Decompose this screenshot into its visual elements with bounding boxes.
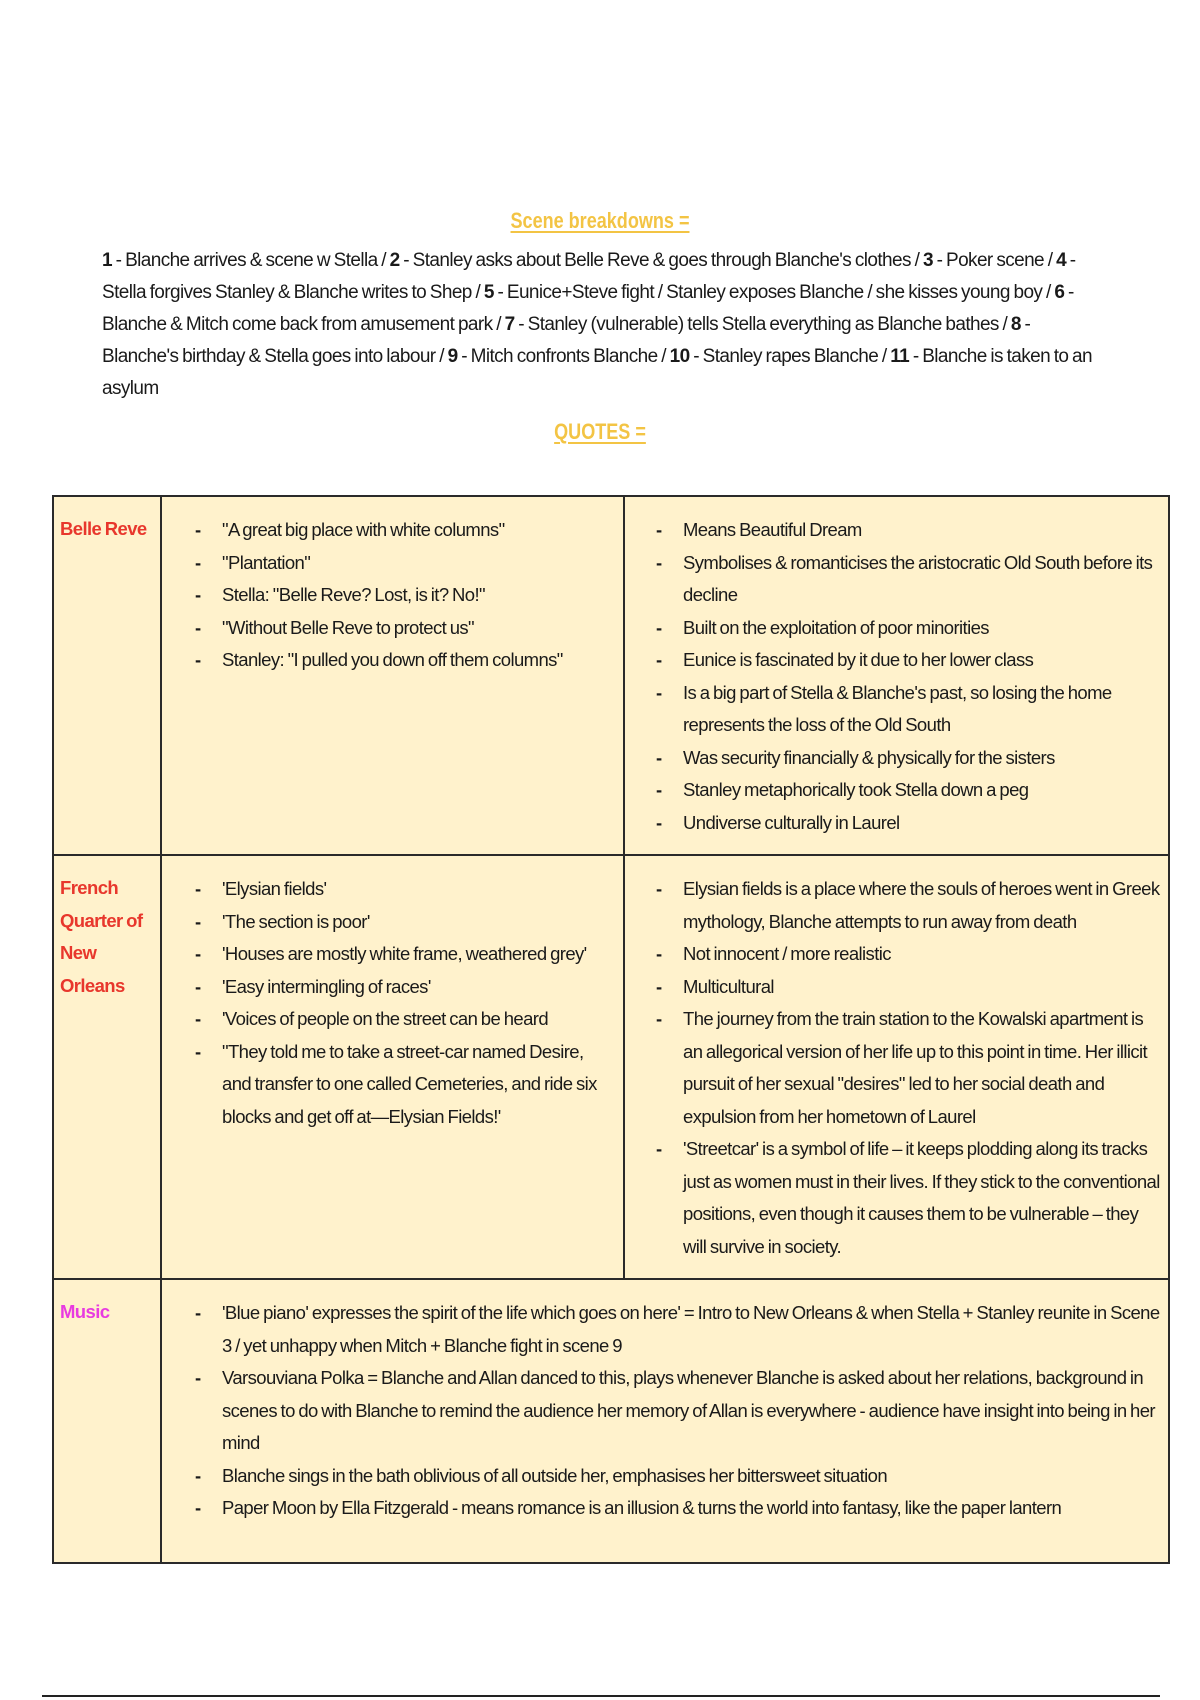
list-item: - Built on the exploitation of poor minorities <box>626 612 1161 645</box>
notes-cell <box>161 1279 1169 1563</box>
list-item: - Was security financially & physically for the sisters <box>626 742 1161 775</box>
list-item: - Blanche sings in the bath oblivious of all outside her, emphasises her bittersweet situation <box>163 1460 1161 1493</box>
scene-text: Stanley (vulnerable) tells Stella everything as Blanche bathes <box>527 314 999 335</box>
list-item: - Undiverse culturally in Laurel <box>626 807 1161 840</box>
scene-text: Blanche arrives & scene w Stella <box>125 250 378 271</box>
scene-number: 10 <box>669 346 690 367</box>
list-item: - Eunice is fascinated by it due to her lower class <box>626 644 1161 677</box>
list-item: - Varsouviana Polka = Blanche and Allan danced to this, plays whenever Blanche is asked about her relations, background in scenes to do with Blanche to remind the audience her memory of Allan is everywhere - audience have insight into being in her mind <box>163 1362 1161 1460</box>
table-row-belle-reve <box>53 496 1169 855</box>
list-item: - Is a big part of Stella & Blanche's past, so losing the home represents the loss of the Old South <box>626 677 1161 742</box>
scene-text: Eunice+Steve fight / Stanley exposes Blanche / she kisses young boy <box>506 282 1043 303</box>
scene-text: Blanche & Mitch come back from amusement park <box>102 314 493 335</box>
scene-number: 7 <box>504 314 515 335</box>
scene-number: 6 <box>1054 282 1065 303</box>
notes-list <box>163 1281 1167 1561</box>
list-item: - "Plantation" <box>163 547 616 580</box>
list-item: - Stanley: "I pulled you down off them columns" <box>163 644 616 677</box>
scene-number: 2 <box>389 250 400 271</box>
notes-cell <box>624 496 1169 855</box>
list-item: - "A great big place with white columns" <box>163 514 616 547</box>
scene-text: Blanche's birthday & Stella goes into labour <box>102 346 436 367</box>
quotes-heading: QUOTES = <box>554 419 646 444</box>
list-item: - 'Streetcar' is a symbol of life – it keeps plodding along its tracks just as women must in their lives. If they stick to the conventional positions, even though it causes them to be vulnerable – they will survive in society. <box>626 1133 1161 1263</box>
scene-number: 4 <box>1056 250 1067 271</box>
quotes-table <box>52 495 1170 1564</box>
list-item: - 'The section is poor' <box>163 906 616 939</box>
list-item: - "They told me to take a street-car named Desire, and transfer to one called Cemeteries, and ride six blocks and get off at—Elysian Fields!' <box>163 1036 616 1134</box>
list-item: - Stanley metaphorically took Stella down a peg <box>626 774 1161 807</box>
list-item: - The journey from the train station to the Kowalski apartment is an allegorical version of her life up to this point in time. Her illicit pursuit of her sexual "desires" led to her social death and expulsion from her hometown of Laurel <box>626 1003 1161 1133</box>
row-label: French Quarter of New Orleans <box>53 855 161 1279</box>
notes-list <box>626 498 1167 853</box>
list-item: - Multicultural <box>626 971 1161 1004</box>
list-item: - 'Elysian fields' <box>163 873 616 906</box>
row-label: Music <box>53 1279 161 1563</box>
scene-text: Stanley asks about Belle Reve & goes through Blanche's clothes <box>412 250 911 271</box>
list-item: - 'Blue piano' expresses the spirit of the life which goes on here' = Intro to New Orleans & when Stella + Stanley reunite in Scene 3 / yet unhappy when Mitch + Blanche fight in scene 9 <box>163 1297 1161 1362</box>
list-item: - Means Beautiful Dream <box>626 514 1161 547</box>
list-item: - 'Voices of people on the street can be heard <box>163 1003 616 1036</box>
scene-text: Stanley rapes Blanche <box>702 346 879 367</box>
bottom-rule <box>42 1695 1160 1697</box>
row-label: Belle Reve <box>53 496 161 855</box>
table-row-french-quarter <box>53 855 1169 1279</box>
scene-number: 3 <box>922 250 933 271</box>
quotes-cell <box>161 855 624 1279</box>
list-item: - Paper Moon by Ella Fitzgerald - means romance is an illusion & turns the world into fantasy, like the paper lantern <box>163 1492 1161 1525</box>
scene-breakdowns-text: 1 - Blanche arrives & scene w Stella / 2 - Stanley asks about Belle Reve & goes through Blanche's clothes / 3 - Poker scene / 4 - Stella forgives Stanley & Blanche writes to Shep / 5 - Eunice+Steve fight / Stanley exposes Blanche / she kisses young boy / 6 - Blanche & Mitch come back from amusement park / 7 - Stanley (vulnerable) tells Stella everything as Blanche bathes / 8 - Blanche's birthday & Stella goes into labour / 9 - Mitch confronts Blanche / 10 - Stanley rapes Blanche / 11 - Blanche is taken to an asylum <box>102 250 1092 399</box>
notes-list <box>626 857 1167 1277</box>
scene-breakdowns-heading: Scene breakdowns = <box>510 208 690 233</box>
quotes-list <box>163 857 622 1147</box>
scene-number: 8 <box>1010 314 1021 335</box>
scene-text: Mitch confronts Blanche <box>470 346 658 367</box>
notes-cell <box>624 855 1169 1279</box>
scene-number: 9 <box>447 346 458 367</box>
list-item: - 'Houses are mostly white frame, weathered grey' <box>163 938 616 971</box>
quotes-cell <box>161 496 624 855</box>
scene-number: 5 <box>483 282 494 303</box>
scene-text: Blanche is taken to an asylum <box>102 346 1092 399</box>
quotes-list <box>163 498 622 691</box>
scene-number: 1 <box>102 250 112 271</box>
list-item: - Not innocent / more realistic <box>626 938 1161 971</box>
list-item: - 'Easy intermingling of races' <box>163 971 616 1004</box>
scene-text: Poker scene <box>946 250 1045 271</box>
scene-text: Stella forgives Stanley & Blanche writes to Shep <box>102 282 472 303</box>
list-item: - Symbolises & romanticises the aristocratic Old South before its decline <box>626 547 1161 612</box>
table-row-music <box>53 1279 1169 1563</box>
list-item: - "Without Belle Reve to protect us" <box>163 612 616 645</box>
list-item: - Elysian fields is a place where the souls of heroes went in Greek mythology, Blanche attempts to run away from death <box>626 873 1161 938</box>
scene-number: 11 <box>890 346 910 367</box>
list-item: - Stella: "Belle Reve? Lost, is it? No!" <box>163 579 616 612</box>
